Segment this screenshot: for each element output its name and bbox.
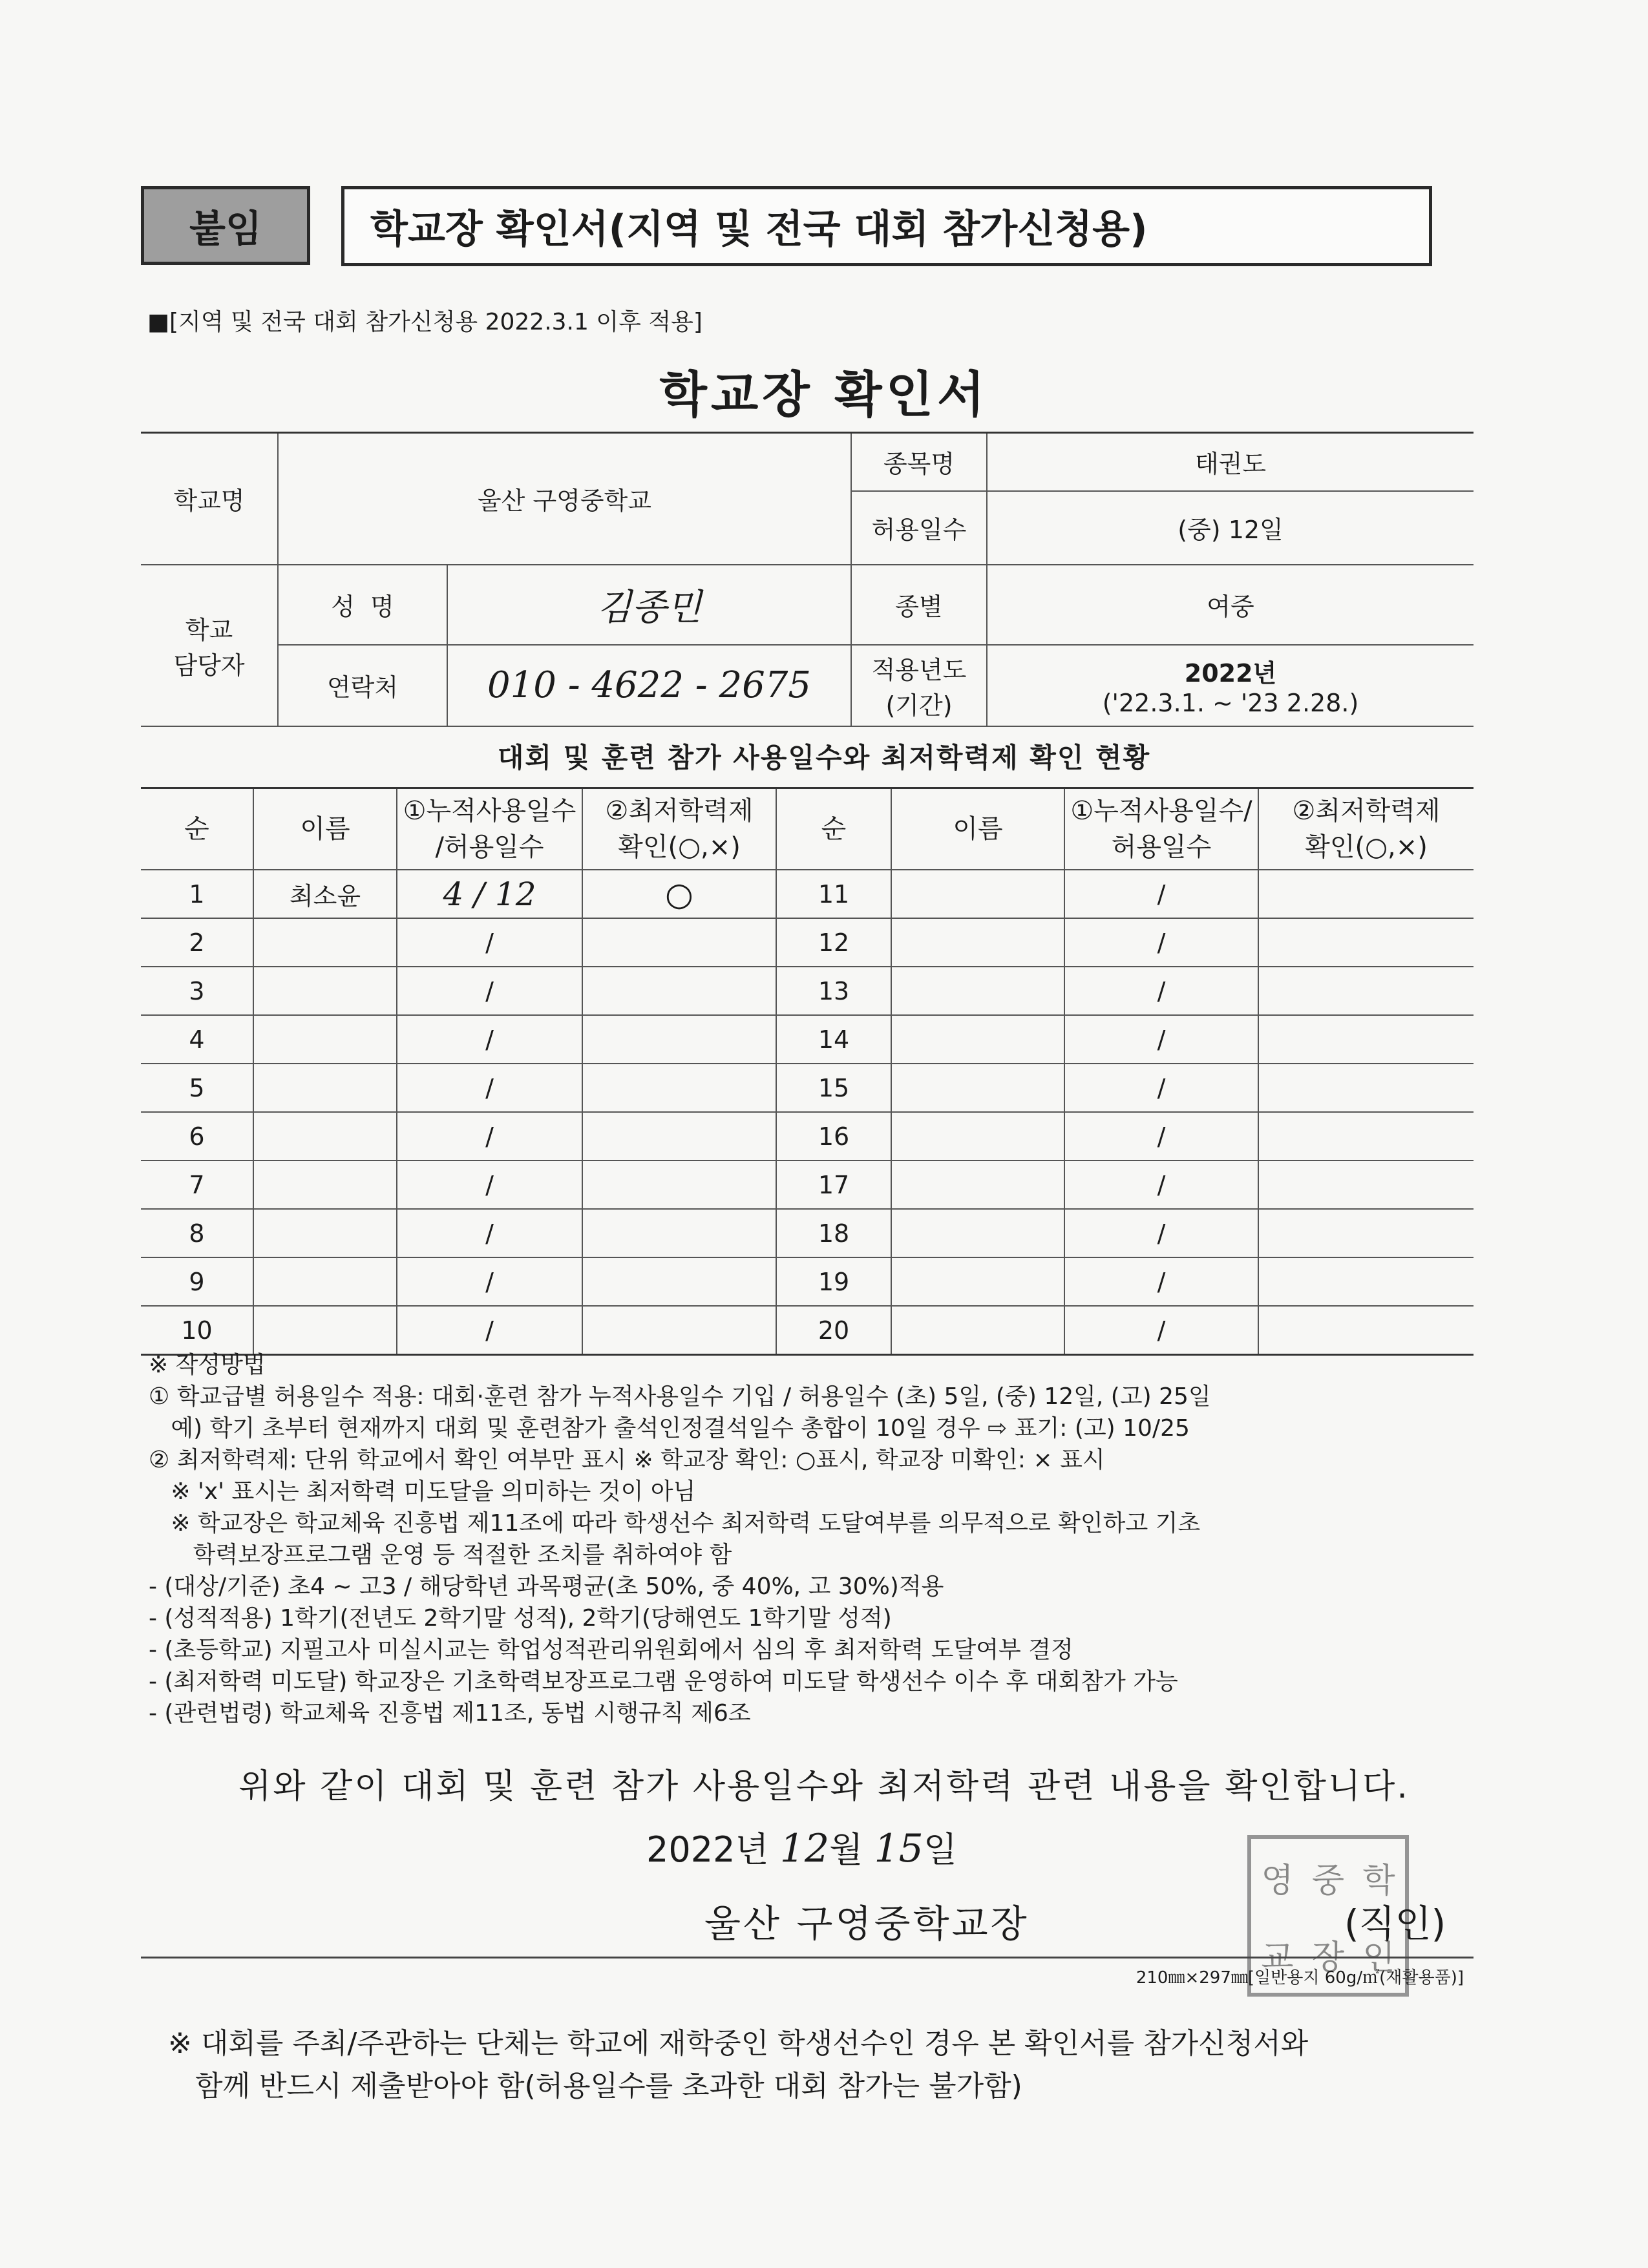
row-no-left: 2 [141, 918, 253, 967]
row-name-right [891, 1112, 1064, 1160]
row-min-left [582, 1112, 776, 1160]
name-label: 성 명 [278, 565, 447, 645]
col-min-left [582, 788, 776, 870]
instruction-line: ※ 'x' 표시는 최저학력 미도달을 의미하는 것이 아님 [149, 1478, 696, 1505]
row-min-left [582, 1257, 776, 1306]
instruction-line: - (관련법령) 학교체육 진흥법 제11조, 동법 시행규칙 제6조 [149, 1700, 751, 1727]
table-row [141, 918, 1474, 967]
seal-character: 장 [1311, 1938, 1345, 1977]
seal-character: 영 [1261, 1862, 1294, 1900]
row-min-left [582, 967, 776, 1015]
row-used-left: / [397, 1306, 582, 1355]
instruction-line: ※ 작성방법 [149, 1352, 266, 1378]
year-label-line2: (기간) [885, 691, 953, 720]
sport-value: 태권도 [987, 433, 1474, 491]
instructions [149, 1349, 1493, 1729]
row-used-left: / [397, 1064, 582, 1112]
divider [141, 1957, 1474, 1958]
row-name-right [891, 967, 1064, 1015]
row-no-left: 10 [141, 1306, 253, 1355]
form-title-box: 학교장 확인서(지역 및 전국 대회 참가신청용) [341, 186, 1432, 266]
instruction-line: 학력보장프로그램 운영 등 적절한 조치를 취하여야 함 [149, 1542, 732, 1568]
row-min-right [1258, 1064, 1474, 1112]
row-used-right: / [1064, 1209, 1258, 1257]
row-min-left [582, 1064, 776, 1112]
date-month-unit: 월 [829, 1829, 874, 1870]
row-name-left: 최소윤 [253, 870, 397, 918]
year-value-line1: 2022년 [1184, 659, 1277, 688]
table-row [141, 1015, 1474, 1064]
table-body [141, 870, 1474, 1355]
col-used-right-line1: ①누적사용일수/ [1070, 796, 1252, 826]
col-name-right: 이름 [891, 788, 1064, 870]
year-value [987, 645, 1474, 726]
row-no-left: 7 [141, 1160, 253, 1209]
row-name-right [891, 1015, 1064, 1064]
row-used-left: / [397, 1015, 582, 1064]
row-no-right: 11 [776, 870, 891, 918]
table-row [141, 1257, 1474, 1306]
row-name-right [891, 1160, 1064, 1209]
row-no-right: 12 [776, 918, 891, 967]
row-used-right: / [1064, 1015, 1258, 1064]
row-no-left: 9 [141, 1257, 253, 1306]
row-min-right [1258, 1160, 1474, 1209]
info-table [141, 432, 1474, 727]
row-min-right [1258, 1209, 1474, 1257]
date-day: 15 [874, 1826, 924, 1871]
row-name-right [891, 870, 1064, 918]
row-used-right: / [1064, 1257, 1258, 1306]
seal-character: 학 [1362, 1862, 1395, 1900]
row-min-right [1258, 1306, 1474, 1355]
footer-line-1: ※ 대회를 주최/주관하는 단체는 학교에 재학중인 학생선수인 경우 본 확인서를 참가신청서와 [168, 2027, 1309, 2060]
document-title: 학교장 확인서 [659, 366, 989, 423]
row-no-left: 4 [141, 1015, 253, 1064]
phone-label: 연락처 [278, 645, 447, 726]
col-used-right-line2: 허용일수 [1111, 832, 1212, 862]
contact-label-line1: 학교 [185, 615, 233, 644]
col-used-left-line2: /허용일수 [435, 832, 544, 862]
instruction-line: - (성적적용) 1학기(전년도 2학기말 성적), 2학기(당해연도 1학기말 성적) [149, 1605, 892, 1632]
table-row [141, 1306, 1474, 1355]
contact-person-label [141, 565, 278, 726]
contact-label-line2: 담당자 [173, 651, 245, 680]
row-name-right [891, 1064, 1064, 1112]
row-name-left [253, 967, 397, 1015]
row-name-left [253, 918, 397, 967]
row-min-right [1258, 967, 1474, 1015]
table-header-row [141, 788, 1474, 870]
row-no-left: 1 [141, 870, 253, 918]
row-used-left: 4 / 12 [397, 870, 582, 918]
instruction-line: ① 학교급별 허용일수 적용: 대회·훈련 참가 누적사용일수 기입 / 허용일수 (초) 5일, (중) 12일, (고) 25일 [149, 1383, 1211, 1410]
row-no-right: 16 [776, 1112, 891, 1160]
col-no-left: 순 [141, 788, 253, 870]
row-no-right: 13 [776, 967, 891, 1015]
seal-character: 인 [1362, 1938, 1395, 1977]
table-row [141, 870, 1474, 918]
row-min-right [1258, 918, 1474, 967]
year-label-line1: 적용년도 [871, 655, 967, 684]
row-name-left [253, 1209, 397, 1257]
attachment-tag: 붙임 [141, 186, 310, 265]
school-label: 학교명 [141, 433, 278, 565]
seal-label: (직인) [1344, 1902, 1446, 1946]
row-used-left: / [397, 1209, 582, 1257]
table-row [141, 967, 1474, 1015]
row-name-left [253, 1015, 397, 1064]
seal-character: 중 [1311, 1862, 1345, 1900]
year-label [851, 645, 987, 726]
date-year: 2022년 [646, 1829, 780, 1870]
row-name-right [891, 1209, 1064, 1257]
instruction-line: - (초등학교) 지필고사 미실시교는 학업성적관리위원회에서 심의 후 최저학력 도달여부 결정 [149, 1637, 1073, 1663]
row-name-right [891, 1306, 1064, 1355]
footer-line-2: 함께 반드시 제출받아야 함(허용일수를 초과한 대회 참가는 불가함) [168, 2070, 1022, 2103]
table-row [141, 1112, 1474, 1160]
row-no-left: 8 [141, 1209, 253, 1257]
col-min-left-line2: 확인(○,×) [618, 832, 741, 862]
row-used-right: / [1064, 1160, 1258, 1209]
year-value-line2: ('22.3.1. ~ '23 2.28.) [1102, 689, 1359, 717]
row-used-left: / [397, 1160, 582, 1209]
paper-spec: 210㎜×297㎜[일반용지 60g/㎡(재활용품)] [1136, 1968, 1464, 1988]
table-row [141, 1160, 1474, 1209]
sport-label: 종목명 [851, 433, 987, 491]
row-used-right: / [1064, 967, 1258, 1015]
instruction-line: ② 최저학력제: 단위 학교에서 확인 여부만 표시 ※ 학교장 확인: ○표시, 학교장 미확인: × 표시 [149, 1447, 1105, 1473]
date-day-unit: 일 [923, 1829, 957, 1870]
category-value: 여중 [987, 565, 1474, 645]
category-label: 종별 [851, 565, 987, 645]
col-min-right-line2: 확인(○,×) [1305, 832, 1428, 862]
row-used-right: / [1064, 1306, 1258, 1355]
instruction-line: 예) 학기 초부터 현재까지 대회 및 훈련참가 출석인정결석일수 총합이 10일 경우 ⇨ 표기: (고) 10/25 [149, 1415, 1190, 1442]
school-name: 울산 구영중학교 [278, 433, 851, 565]
col-min-left-line1: ②최저학력제 [605, 796, 754, 826]
row-no-right: 19 [776, 1257, 891, 1306]
signature-date [646, 1822, 957, 1872]
col-min-right-line1: ②최저학력제 [1292, 796, 1441, 826]
row-name-right [891, 1257, 1064, 1306]
row-no-right: 20 [776, 1306, 891, 1355]
participation-table [141, 787, 1474, 1356]
col-used-left [397, 788, 582, 870]
allowed-days-value: (중) 12일 [987, 491, 1474, 565]
row-min-right [1258, 1015, 1474, 1064]
instruction-line: ※ 학교장은 학교체육 진흥법 제11조에 따라 학생선수 최저학력 도달여부를 의무적으로 확인하고 기초 [149, 1510, 1201, 1537]
row-name-left [253, 1064, 397, 1112]
row-no-right: 18 [776, 1209, 891, 1257]
row-no-right: 17 [776, 1160, 891, 1209]
row-used-left: / [397, 1257, 582, 1306]
row-name-left [253, 1257, 397, 1306]
row-min-left [582, 1015, 776, 1064]
name-value: 김종민 [447, 565, 851, 645]
row-used-right: / [1064, 918, 1258, 967]
allowed-days-label: 허용일수 [851, 491, 987, 565]
col-used-right [1064, 788, 1258, 870]
principal-signature: 울산 구영중학교장 [704, 1902, 1030, 1946]
row-min-right [1258, 1257, 1474, 1306]
table-row [141, 1209, 1474, 1257]
row-min-left [582, 1209, 776, 1257]
row-no-left: 5 [141, 1064, 253, 1112]
row-no-left: 3 [141, 967, 253, 1015]
row-min-left [582, 1306, 776, 1355]
row-min-right [1258, 1112, 1474, 1160]
row-min-left: ○ [582, 870, 776, 918]
row-used-right: / [1064, 870, 1258, 918]
row-no-left: 6 [141, 1112, 253, 1160]
instruction-line: - (최저학력 미도달) 학교장은 기초학력보장프로그램 운영하여 미도달 학생선수 이수 후 대회참가 가능 [149, 1668, 1178, 1695]
date-month: 12 [779, 1826, 830, 1871]
col-used-left-line1: ①누적사용일수 [403, 796, 576, 826]
footer-note [168, 2022, 1308, 2108]
col-no-right: 순 [776, 788, 891, 870]
instruction-line: - (대상/기준) 초4 ~ 고3 / 해당학년 과목평균(초 50%, 중 40%, 고 30%)적용 [149, 1573, 944, 1600]
row-name-left [253, 1112, 397, 1160]
applicability-note: ■[지역 및 전국 대회 참가신청용 2022.3.1 이후 적용] [147, 309, 703, 335]
col-min-right [1258, 788, 1474, 870]
row-used-right: / [1064, 1064, 1258, 1112]
status-title: 대회 및 훈련 참가 사용일수와 최저학력제 확인 현황 [497, 742, 1151, 773]
table-row [141, 1064, 1474, 1112]
row-name-left [253, 1160, 397, 1209]
row-name-left [253, 1306, 397, 1355]
row-used-left: / [397, 918, 582, 967]
row-no-right: 15 [776, 1064, 891, 1112]
row-min-left [582, 1160, 776, 1209]
phone-value: 010 - 4622 - 2675 [447, 645, 851, 726]
row-used-left: / [397, 1112, 582, 1160]
row-min-right [1258, 870, 1474, 918]
row-name-right [891, 918, 1064, 967]
col-name-left: 이름 [253, 788, 397, 870]
row-min-left [582, 918, 776, 967]
row-no-right: 14 [776, 1015, 891, 1064]
row-used-right: / [1064, 1112, 1258, 1160]
confirmation-statement: 위와 같이 대회 및 훈련 참가 사용일수와 최저학력 관련 내용을 확인합니다. [238, 1767, 1410, 1806]
seal-character: 교 [1261, 1938, 1294, 1977]
row-used-left: / [397, 967, 582, 1015]
